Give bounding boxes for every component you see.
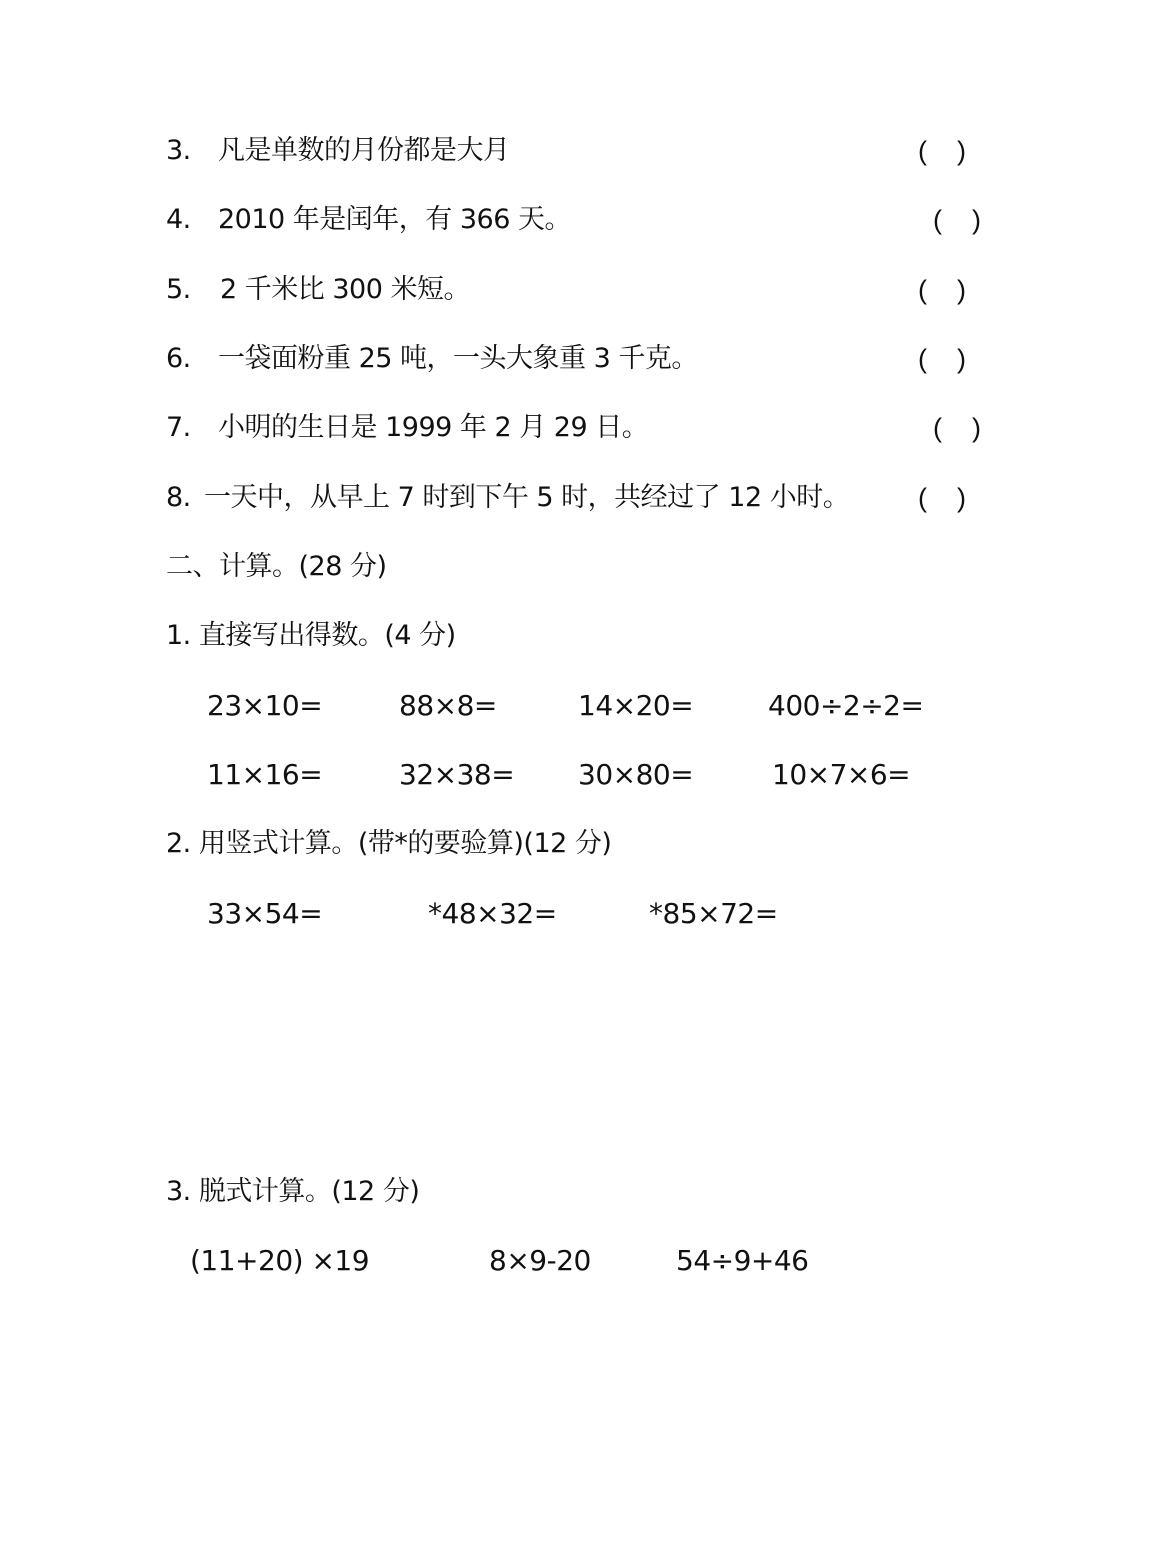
step-calc-item: 54÷9+46 — [676, 1244, 809, 1277]
answer-blank-8[interactable]: ( ) — [918, 483, 966, 513]
answer-blank-6[interactable]: ( ) — [918, 344, 966, 374]
question-number: 5. — [166, 274, 191, 305]
answer-blank-4[interactable]: ( ) — [933, 205, 981, 235]
question-text: 一袋面粉重 25 吨，一头大象重 3 千克。 — [218, 343, 698, 374]
part3-heading: 3. 脱式计算。(12 分) — [166, 1176, 420, 1207]
vertical-calc-item: *85×72= — [649, 897, 778, 930]
mental-calc-item: 30×80= — [578, 758, 694, 791]
step-calc-item: (11+20) ×19 — [190, 1244, 370, 1277]
question-7 — [166, 410, 648, 446]
question-text: 一天中，从早上 7 时到下午 5 时，共经过了 12 小时。 — [204, 482, 850, 513]
answer-blank-7[interactable]: ( ) — [933, 413, 981, 443]
mental-calc-item: 400÷2÷2= — [768, 689, 924, 722]
question-text: 2 千米比 300 米短。 — [220, 274, 470, 305]
question-number: 6. — [166, 343, 191, 374]
mental-calc-item: 11×16= — [207, 758, 323, 791]
question-5 — [166, 272, 470, 308]
vertical-calc-item: *48×32= — [428, 897, 557, 930]
answer-blank-5[interactable]: ( ) — [918, 275, 966, 305]
mental-calc-item: 14×20= — [578, 689, 694, 722]
question-number: 7. — [166, 412, 191, 443]
part2-heading: 2. 用竖式计算。(带*的要验算)(12 分) — [166, 828, 612, 859]
mental-calc-item: 32×38= — [399, 758, 515, 791]
part1-heading: 1. 直接写出得数。(4 分) — [166, 620, 456, 651]
question-text: 凡是单数的月份都是大月 — [218, 135, 510, 166]
question-number: 8. — [166, 482, 191, 513]
question-number: 4. — [166, 204, 191, 235]
step-calc-item: 8×9-20 — [489, 1244, 591, 1277]
section-heading-calculation: 二、计算。(28 分) — [166, 551, 387, 582]
question-4 — [166, 202, 571, 238]
mental-calc-item: 23×10= — [207, 689, 323, 722]
mental-calc-item: 88×8= — [399, 689, 497, 722]
question-text: 2010 年是闰年，有 366 天。 — [218, 204, 571, 235]
question-text: 小明的生日是 1999 年 2 月 29 日。 — [218, 412, 649, 443]
vertical-calc-item: 33×54= — [207, 897, 323, 930]
answer-blank-3[interactable]: ( ) — [918, 136, 966, 166]
question-6 — [166, 341, 698, 377]
question-3 — [166, 133, 510, 169]
mental-calc-item: 10×7×6= — [772, 758, 911, 791]
question-number: 3. — [166, 135, 191, 166]
question-8 — [166, 480, 849, 516]
